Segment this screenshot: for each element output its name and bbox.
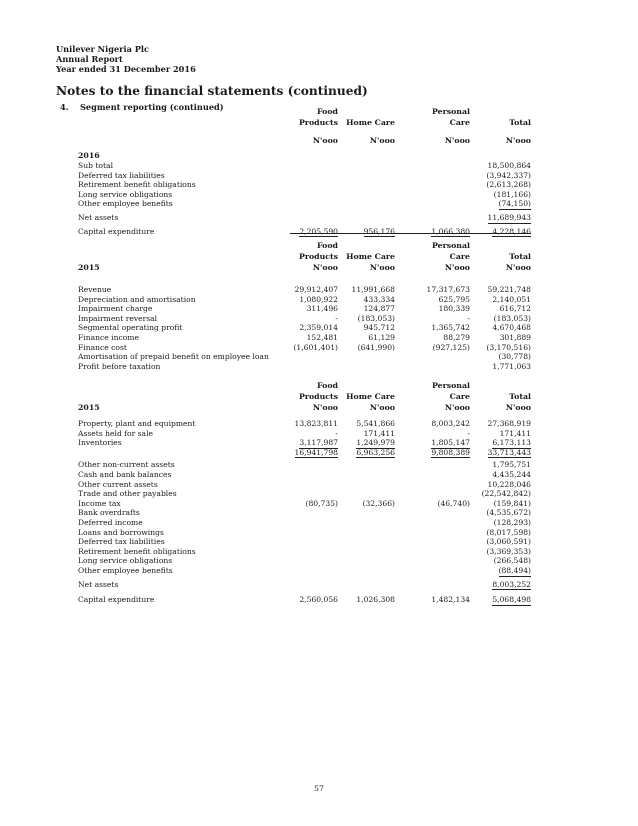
cell-food: 1,080,922 (299, 294, 338, 304)
table-row (78, 556, 531, 566)
cell-total: (22,542,842) (481, 489, 531, 499)
cell-home: (32,366) (362, 498, 395, 508)
row-label: Capital expenditure (78, 595, 155, 605)
cell-personal: 9,808,389 (431, 447, 470, 457)
table-row (78, 518, 531, 528)
col-personal-line1: Personal (432, 241, 470, 250)
report-period: Year ended 31 December 2016 (56, 64, 196, 74)
cell-total: (183,053) (493, 313, 531, 323)
row-label: Retirement benefit obligations (78, 546, 196, 556)
unit-label: N'ooo (312, 136, 338, 145)
cell-food: 29,912,407 (294, 285, 338, 294)
row-label: Retirement benefit obligations (78, 180, 196, 190)
cell-home: (641,990) (357, 342, 395, 352)
cell-personal: - (467, 313, 470, 323)
col-personal-line2: Care (449, 252, 470, 261)
cell-food: 16,941,798 (294, 447, 338, 457)
cell-personal: (46,740) (437, 498, 470, 508)
cell-personal: (927,125) (432, 342, 470, 352)
cell-personal: 180,339 (438, 304, 470, 314)
year-2016: 2016 (78, 151, 100, 160)
col-food-line1: Food (317, 381, 338, 390)
row-label: Income tax (78, 498, 121, 508)
cell-food: (1,601,401) (293, 342, 338, 352)
table-row (78, 190, 531, 200)
cell-total: (3,170,516) (486, 342, 531, 352)
rows-2016 (78, 161, 531, 209)
segment-table-2015-pl (78, 240, 531, 371)
row-total: 11,689,943 (487, 212, 531, 222)
cell-total: 5,068,498 (492, 595, 531, 605)
row-label: Net assets (78, 212, 119, 222)
year-2015: 2015 (78, 263, 100, 272)
table-row (78, 199, 531, 209)
row-label: Impairment reversal (78, 313, 158, 323)
cell-home: 956,176 (363, 226, 395, 236)
row-label: Finance income (78, 332, 140, 342)
row-label: Other current assets (78, 479, 158, 489)
col-home-care: Home Care (346, 392, 395, 401)
row-label: Bank overdrafts (78, 508, 140, 518)
row-label: Property, plant and equipment (78, 419, 196, 428)
cell-home: 945,712 (363, 323, 395, 333)
capex-row (78, 227, 531, 237)
cell-home: (183,053) (357, 313, 395, 323)
table-row (78, 161, 531, 171)
cell-personal: 1,482,134 (431, 595, 470, 605)
row-label: Sub total (78, 161, 113, 170)
year-2015: 2015 (78, 403, 100, 412)
cell-personal: 1,066,380 (431, 226, 470, 236)
cell-total: 10,228,046 (487, 479, 531, 489)
unit-label: N'ooo (505, 136, 531, 145)
cell-personal: 1,805,147 (431, 438, 470, 448)
col-food-line2: Products (298, 118, 338, 127)
table-row (78, 566, 531, 576)
unit-row (78, 402, 531, 413)
table-row (78, 547, 531, 557)
table-row (78, 537, 531, 547)
capex-row (78, 595, 531, 605)
table-row (78, 304, 531, 314)
row-label: Impairment charge (78, 304, 153, 314)
table-row (78, 489, 531, 499)
cell-home: 433,334 (363, 294, 395, 304)
table-row (78, 429, 531, 439)
year-label (78, 150, 531, 161)
cell-home: 11,991,668 (351, 285, 395, 294)
document-name: Annual Report (56, 54, 123, 64)
unit-label: N'ooo (312, 403, 338, 412)
row-label: Assets held for sale (78, 428, 153, 438)
table-row (78, 508, 531, 518)
row-label: Net assets (78, 579, 119, 589)
col-food-line1: Food (317, 241, 338, 250)
col-personal-line1: Personal (432, 381, 470, 390)
divider (290, 233, 531, 234)
net-assets-row (78, 580, 531, 590)
cell-total: (128,293) (493, 517, 531, 527)
col-personal-line2: Care (449, 118, 470, 127)
rows-2015-other (78, 460, 531, 575)
cell-total: 616,712 (499, 304, 531, 314)
row-label: Other employee benefits (78, 565, 173, 575)
cell-home: 1,026,308 (356, 595, 395, 605)
cell-food: 2,359,014 (299, 323, 338, 333)
cell-total: 4,670,468 (492, 323, 531, 333)
cell-total: 301,889 (499, 332, 531, 342)
cell-total: 59,221,748 (487, 285, 531, 294)
column-header-line1 (78, 380, 531, 391)
row-label: Deferred income (78, 517, 143, 527)
page-title: Notes to the financial statements (continued) (56, 84, 368, 98)
table-row (78, 499, 531, 509)
cell-total: 1,771,063 (492, 361, 531, 371)
unit-row (78, 135, 531, 146)
column-header-line2 (78, 251, 531, 262)
table-row (78, 470, 531, 480)
page-number: 57 (314, 784, 324, 793)
cell-food: 152,481 (306, 332, 338, 342)
cell-food: 2,205,590 (299, 226, 338, 236)
unit-label: N'ooo (505, 403, 531, 412)
unit-label: N'ooo (369, 136, 395, 145)
row-total: 8,003,252 (492, 579, 531, 589)
cell-total: 6,173,113 (492, 438, 531, 448)
net-assets-row (78, 213, 531, 223)
cell-total: (3,060,591) (486, 537, 531, 547)
row-label: Loans and borrowings (78, 527, 164, 537)
table-row (78, 419, 531, 429)
col-home-care: Home Care (346, 252, 395, 261)
cell-food: 13,823,811 (294, 419, 338, 428)
cell-total: (88,494) (498, 565, 531, 575)
cell-personal: 625,795 (438, 294, 470, 304)
cell-total: (30,778) (498, 352, 531, 362)
unit-label: N'ooo (369, 403, 395, 412)
row-label: Profit before taxation (78, 361, 161, 371)
row-label: Amortisation of prepaid benefit on employee loan (78, 352, 269, 362)
section-title: Segment reporting (continued) (80, 102, 224, 112)
cell-personal: 1,365,742 (431, 323, 470, 333)
cell-home: 171,411 (363, 428, 395, 438)
segment-table-2015-bs (78, 380, 531, 605)
cell-personal: 88,279 (443, 332, 470, 342)
cell-total: 2,140,051 (492, 294, 531, 304)
table-row (78, 528, 531, 538)
cell-total: 1,795,751 (492, 460, 531, 470)
cell-food: 311,496 (306, 304, 338, 314)
row-label: Cash and bank balances (78, 469, 172, 479)
col-food-line2: Products (298, 252, 338, 261)
unit-label: N'ooo (444, 263, 470, 272)
cell-total: (8,017,598) (486, 527, 531, 537)
table-row (78, 343, 531, 353)
row-label: Capital expenditure (78, 226, 155, 236)
cell-total: (4,535,672) (486, 508, 531, 518)
unit-label: N'ooo (369, 263, 395, 272)
col-total: Total (509, 252, 531, 261)
cell-personal: - (467, 428, 470, 438)
table-row (78, 171, 531, 181)
cell-food: (80,735) (305, 498, 338, 508)
row-label: Revenue (78, 285, 112, 294)
table-row (78, 362, 531, 372)
col-food-line1: Food (317, 107, 338, 116)
table-row (78, 285, 531, 295)
column-header-line1 (78, 240, 531, 251)
cell-home: 6,963,256 (356, 447, 395, 457)
unit-row (78, 262, 531, 273)
col-personal-line2: Care (449, 392, 470, 401)
unit-label: N'ooo (312, 263, 338, 272)
cell-total: (3,369,353) (486, 546, 531, 556)
row-total: (74,150) (498, 199, 531, 209)
col-personal-line1: Personal (432, 107, 470, 116)
cell-food: - (335, 313, 338, 323)
unit-label: N'ooo (505, 263, 531, 272)
table-row (78, 180, 531, 190)
col-total: Total (509, 118, 531, 127)
cell-total: (266,548) (493, 556, 531, 566)
row-label: Other employee benefits (78, 199, 173, 209)
cell-home: 124,877 (363, 304, 395, 314)
row-total: 18,500,864 (487, 161, 531, 170)
cell-total: 27,368,919 (487, 419, 531, 428)
row-label: Deferred tax liabilities (78, 170, 165, 180)
row-total: (3,942,337) (486, 170, 531, 180)
table-row (78, 314, 531, 324)
table-row (78, 460, 531, 470)
table-row (78, 323, 531, 333)
section-number: 4. (60, 102, 69, 112)
cell-home: 1,249,979 (356, 438, 395, 448)
row-label: Depreciation and amortisation (78, 294, 196, 304)
company-name: Unilever Nigeria Plc (56, 44, 150, 54)
cell-home: 61,129 (368, 332, 395, 342)
subtotal-row (78, 448, 531, 458)
cell-food: - (335, 428, 338, 438)
rows-2015-assets (78, 419, 531, 448)
cell-total: (159,841) (493, 498, 531, 508)
row-label: Inventories (78, 438, 122, 448)
table-row (78, 352, 531, 362)
cell-personal: 8,003,242 (431, 419, 470, 428)
cell-total: 33,713,443 (487, 447, 531, 457)
row-label: Deferred tax liabilities (78, 537, 165, 547)
row-label: Long service obligations (78, 556, 173, 566)
cell-personal: 17,317,673 (426, 285, 470, 294)
cell-food: 2,560,056 (299, 595, 338, 605)
column-header-line2 (78, 391, 531, 402)
cell-home: 5,541,866 (356, 419, 395, 428)
col-home-care: Home Care (346, 118, 395, 127)
cell-food: 3,117,987 (299, 438, 338, 448)
unit-label: N'ooo (444, 136, 470, 145)
row-total: (181,166) (493, 189, 531, 199)
table-row (78, 333, 531, 343)
table-row (78, 438, 531, 448)
row-label: Finance cost (78, 342, 127, 352)
row-label: Segmental operating profit (78, 323, 183, 333)
row-label: Long service obligations (78, 189, 173, 199)
unit-label: N'ooo (444, 403, 470, 412)
row-total: (2,613,268) (486, 180, 531, 190)
cell-total: 4,435,244 (492, 469, 531, 479)
cell-total: 4,228,146 (492, 226, 531, 236)
row-label: Other non-current assets (78, 460, 175, 470)
col-total: Total (509, 392, 531, 401)
row-label: Trade and other payables (78, 489, 177, 499)
table-row (78, 295, 531, 305)
col-food-line2: Products (298, 392, 338, 401)
table-row (78, 480, 531, 490)
cell-total: 171,411 (499, 428, 531, 438)
rows-2015-pl (78, 285, 531, 371)
